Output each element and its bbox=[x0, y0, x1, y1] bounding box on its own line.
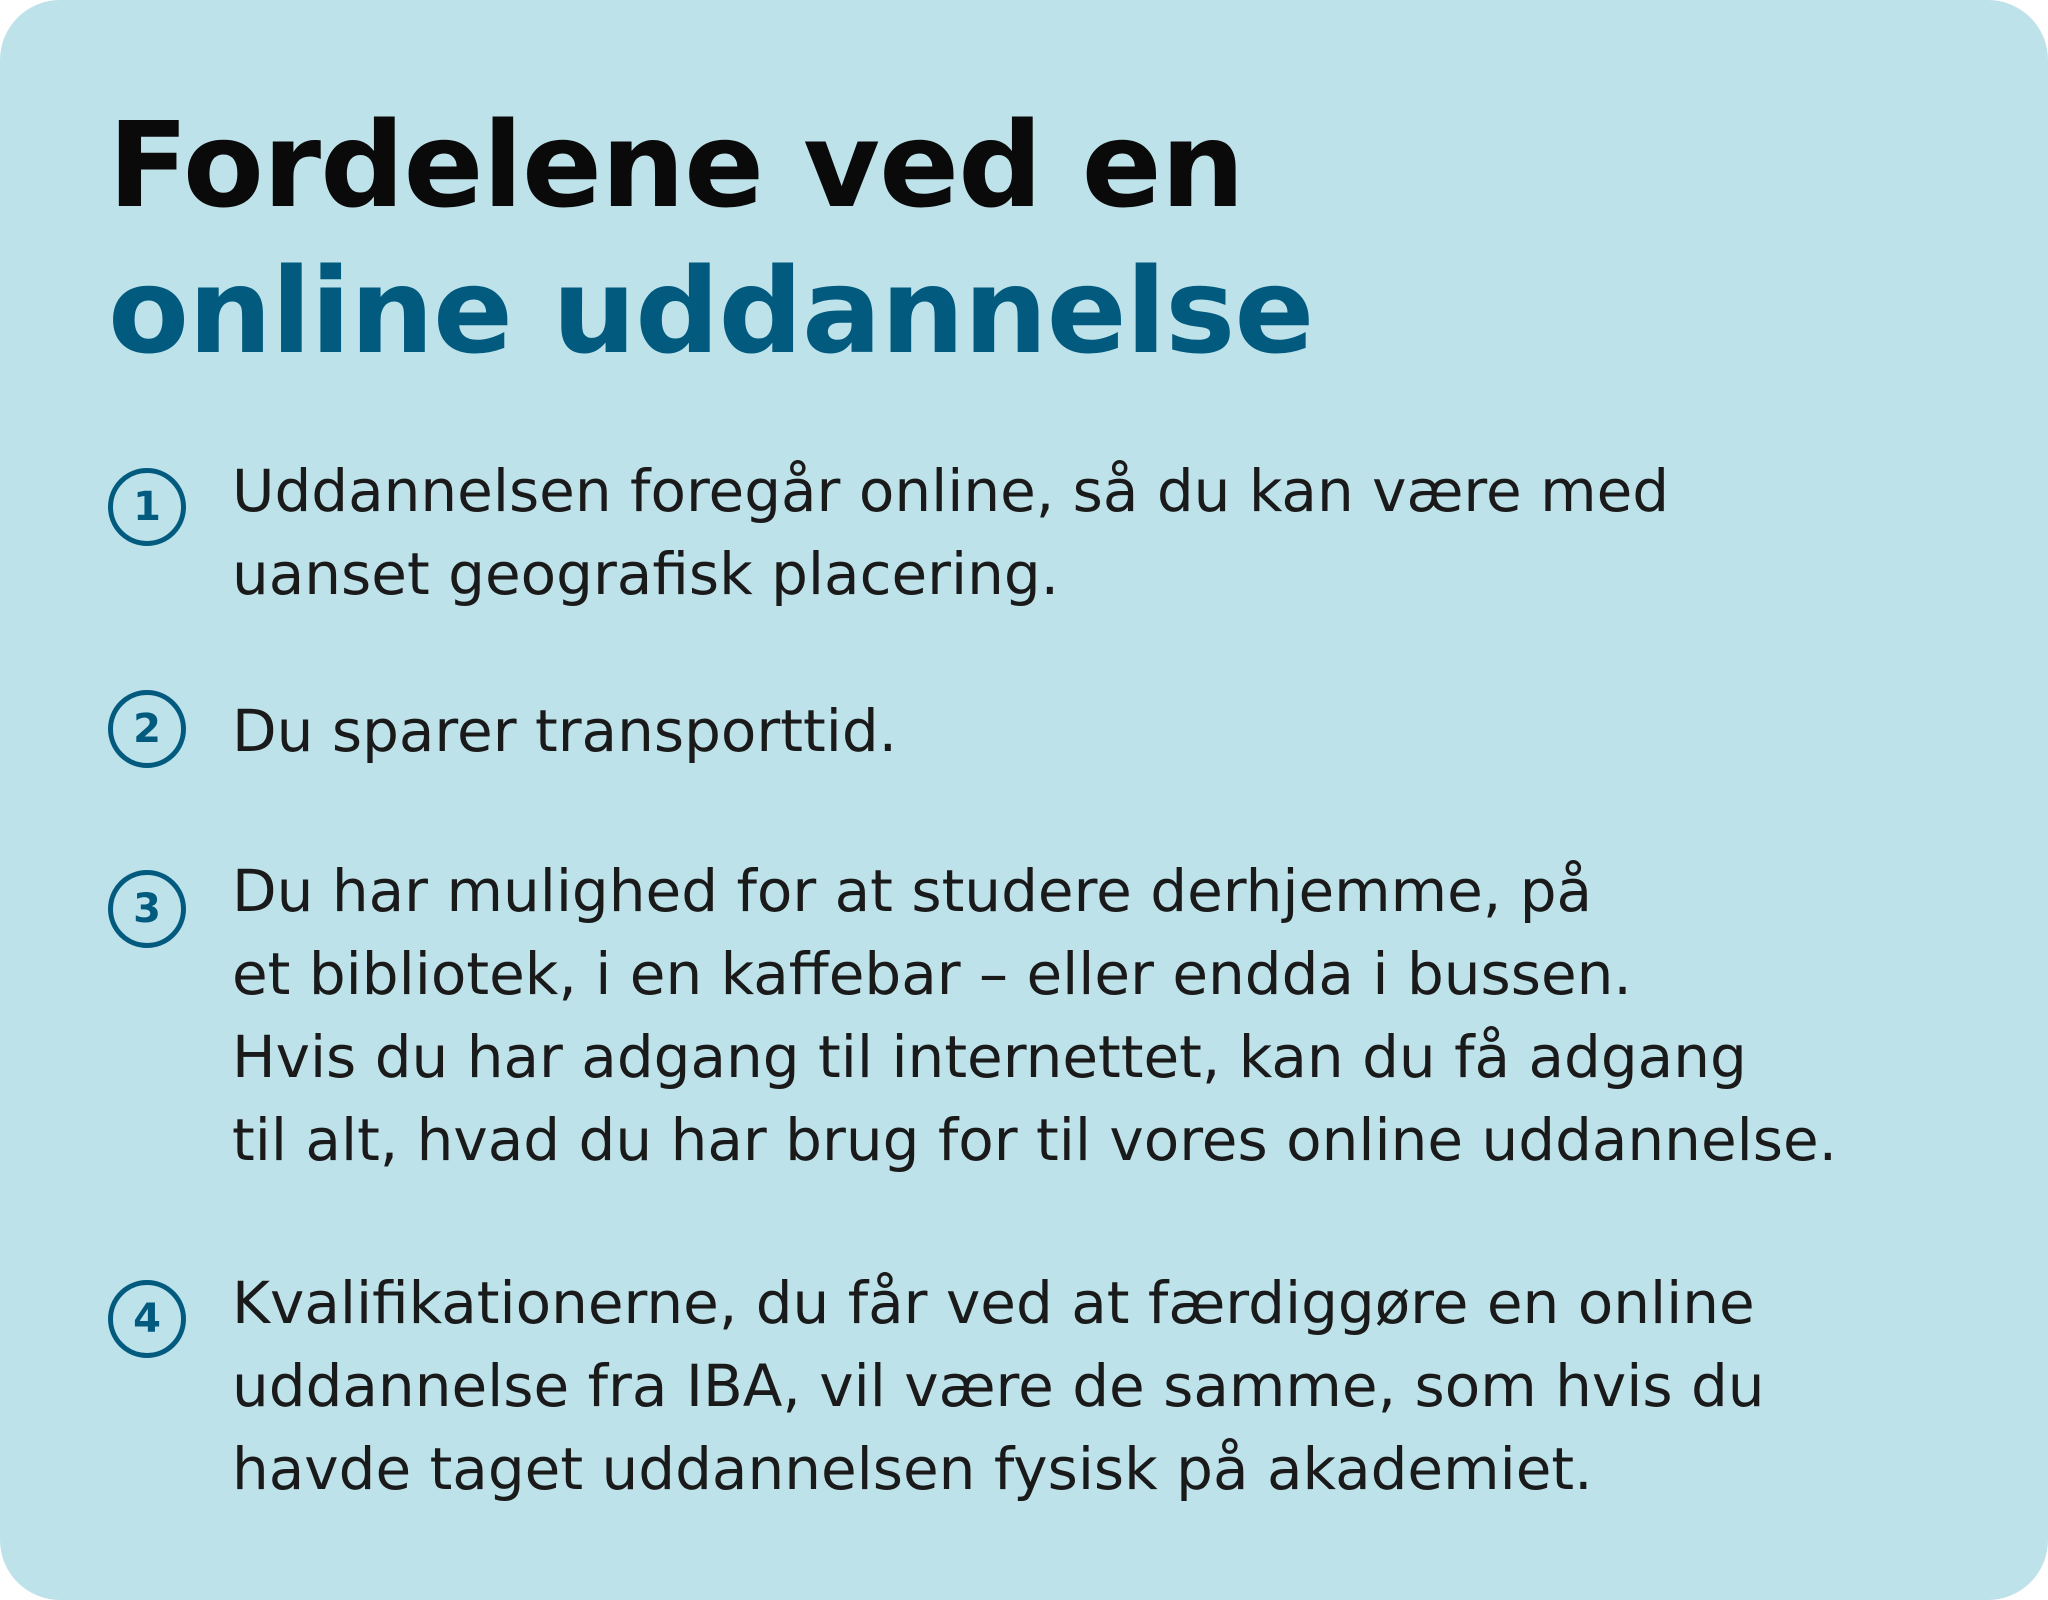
number-badge-4: 4 bbox=[108, 1280, 186, 1358]
benefit-text-2: Du sparer transporttid. bbox=[232, 697, 898, 765]
benefit-text-1: Uddannelsen foregår online, så du kan være med uanset geografisk placering. bbox=[232, 457, 1670, 608]
title-line-1: Fordelene ved en bbox=[108, 96, 1244, 234]
card-title bbox=[108, 92, 1313, 384]
number-badge-1: 1 bbox=[108, 468, 186, 546]
number-badge-3: 3 bbox=[108, 870, 186, 948]
number-badge-2: 2 bbox=[108, 690, 186, 768]
benefit-text-3: Du har mulighed for at studere derhjemme, på et bibliotek, i en kaffebar – eller endda i bussen. Hvis du har adgang til internettet, kan du få adgang til alt, hvad du har brug for til vores online uddannelse. bbox=[232, 857, 1838, 1174]
title-line-2: online uddannelse bbox=[108, 242, 1314, 380]
benefit-text-4: Kvalifikationerne, du får ved at færdiggøre en online uddannelse fra IBA, vil være de samme, som hvis du havde taget uddannelsen fysisk på akademiet. bbox=[232, 1269, 1765, 1503]
